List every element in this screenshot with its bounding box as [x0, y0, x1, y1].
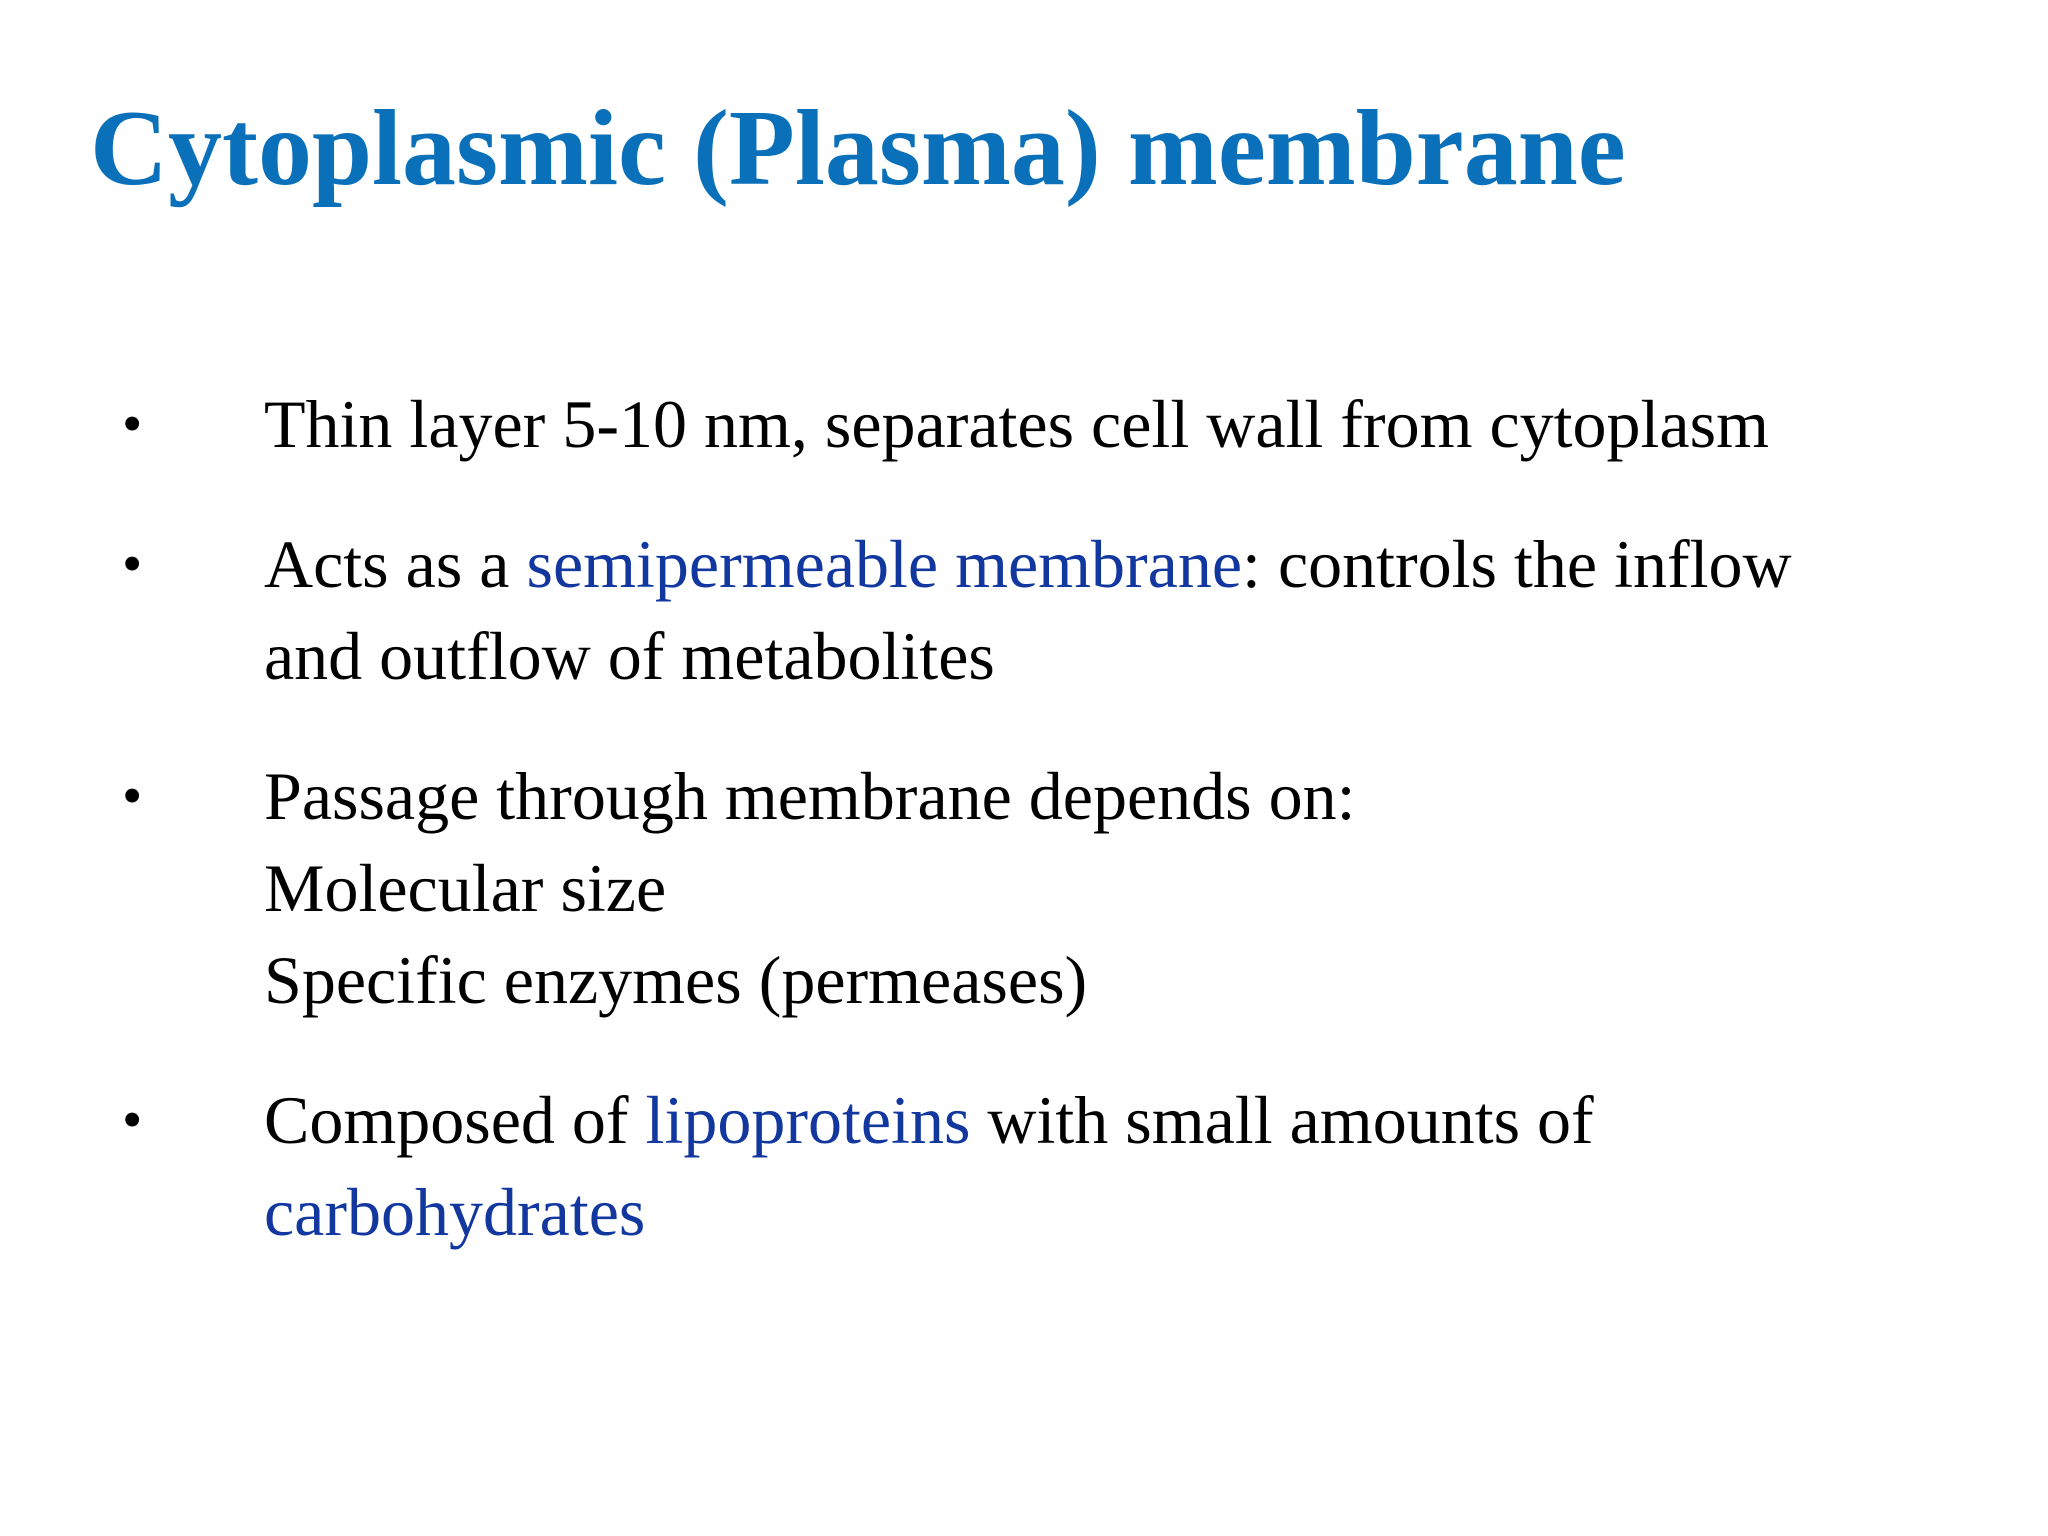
- bullet-line: Thin layer 5-10 nm, separates cell wall from cytoplasm: [264, 386, 1769, 462]
- bullet-line-text: : controls the inflow: [1242, 526, 1792, 602]
- bullet-text: [264, 518, 2004, 702]
- bullet-text: [264, 378, 2004, 470]
- bullet-line: Passage through membrane depends on:: [264, 758, 1356, 834]
- bullet-dot: •: [122, 763, 143, 828]
- bullet-line: [264, 1074, 2004, 1166]
- highlight-term-lipoproteins: lipoproteins: [645, 1082, 971, 1158]
- bullet-dot: •: [122, 1087, 143, 1152]
- highlight-term-carbohydrates: carbohydrates: [264, 1174, 646, 1250]
- bullet-line-text: Composed of: [264, 1082, 646, 1158]
- highlight-term-semipermeable-membrane: semipermeable membrane: [526, 526, 1243, 602]
- bullet-dot: •: [122, 391, 143, 456]
- bullet-line: and outflow of metabolites: [264, 618, 995, 694]
- bullet-line: [264, 518, 2004, 610]
- slide-title: Cytoplasmic (Plasma) membrane: [90, 89, 1626, 208]
- bullet-text: [264, 1074, 2004, 1258]
- sub-line-specific-enzymes: Specific enzymes (permeases): [264, 942, 1088, 1018]
- bullet-dot: •: [122, 531, 143, 596]
- bullet-line-text: Acts as a: [264, 526, 527, 602]
- bullet-line-text: with small amounts of: [970, 1082, 1594, 1158]
- sub-line-molecular-size: Molecular size: [264, 850, 667, 926]
- bullet-text: [264, 750, 2004, 1026]
